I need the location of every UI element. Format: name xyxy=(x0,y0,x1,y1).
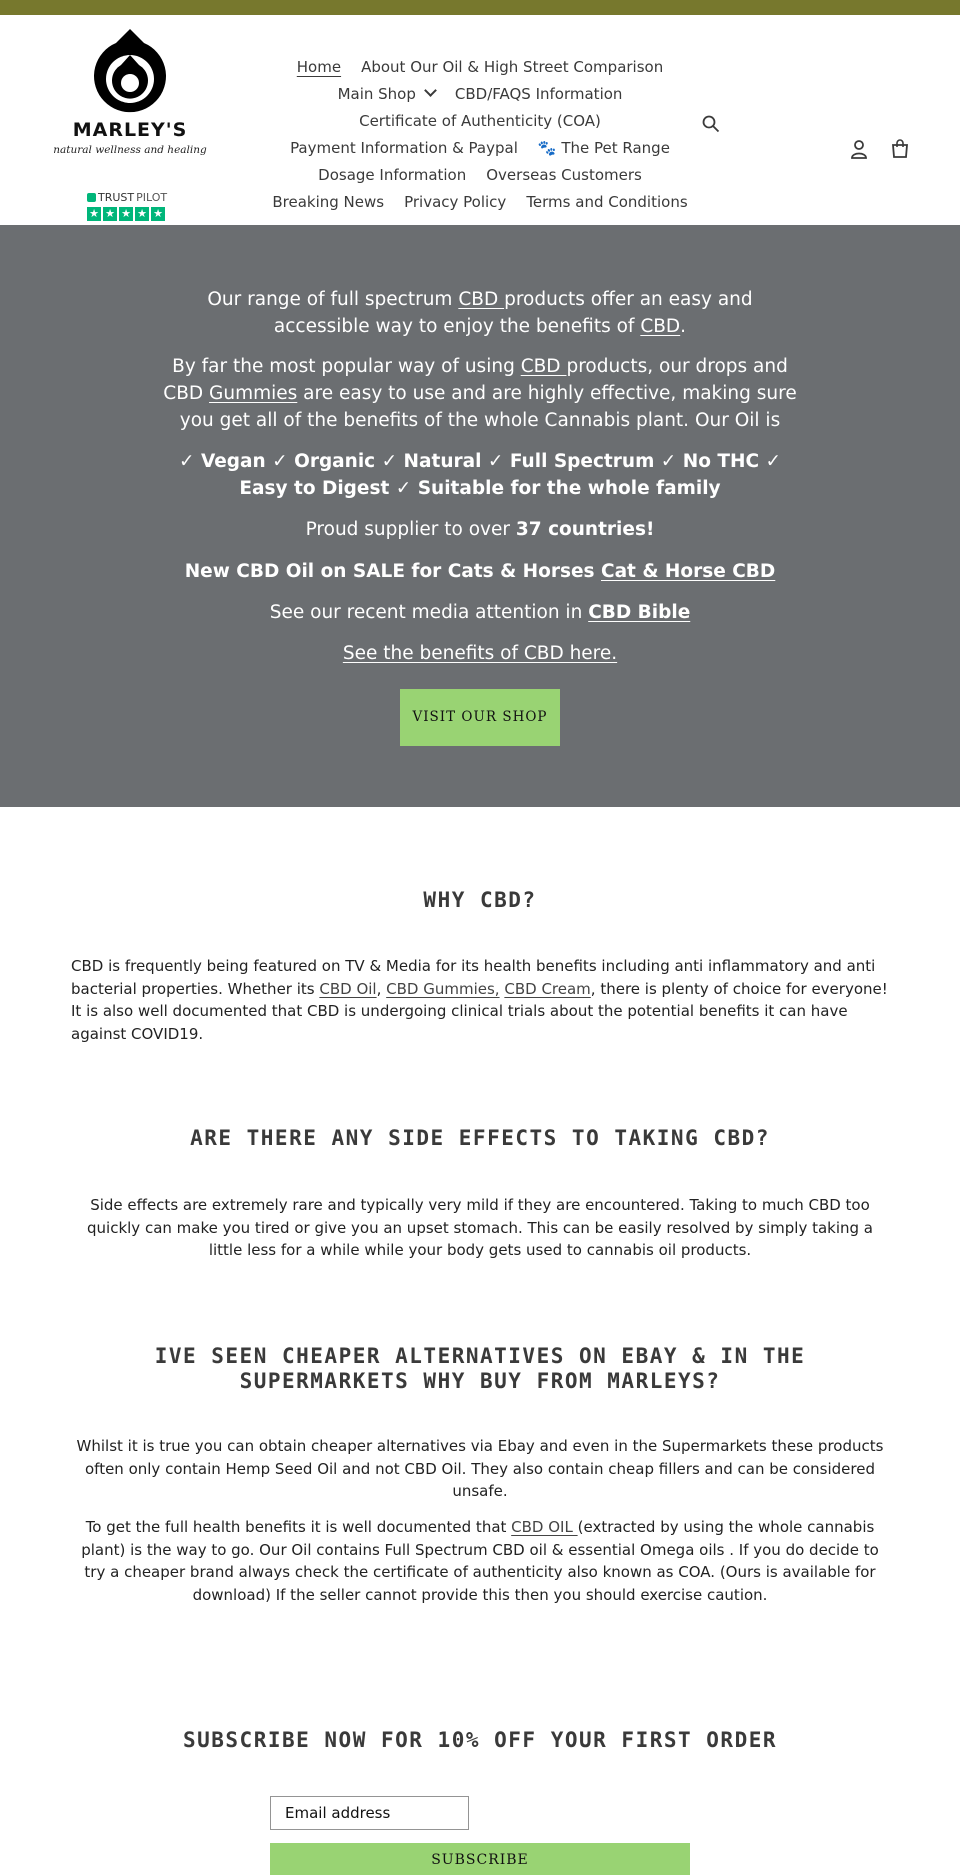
cbd-oil-link[interactable]: CBD OIL xyxy=(511,1518,578,1536)
logo-tagline: natural wellness and healing xyxy=(53,144,207,156)
subscribe-button[interactable]: SUBSCRIBE xyxy=(270,1843,690,1875)
site-header xyxy=(0,15,960,225)
hero-banner xyxy=(0,225,960,807)
benefits-link[interactable]: See the benefits of CBD here. xyxy=(342,643,618,664)
why-cbd-title: WHY CBD? xyxy=(423,888,537,912)
nav-pet-range[interactable]: 🐾 The Pet Range xyxy=(537,138,670,157)
cheaper-alternatives-text: Whilst it is true you can obtain cheaper alternatives via Ebay and even in the Supermarkets these products often only contain Hemp Seed Oil and not CBD Oil. They also contain cheap fillers and can be considered unsafe. xyxy=(76,1437,884,1500)
chevron-down-icon xyxy=(424,84,437,97)
nav-privacy[interactable]: Privacy Policy xyxy=(404,192,507,211)
logo[interactable] xyxy=(52,27,208,156)
main-navigation xyxy=(262,53,698,215)
nav-main-shop-label: Main Shop xyxy=(337,84,416,103)
hero-supplier: Proud supplier to over 37 countries! xyxy=(305,519,655,540)
logo-name: MARLEY'S xyxy=(72,119,188,141)
trustpilot-icon xyxy=(87,193,96,202)
trustpilot-label-pilot: PILOT xyxy=(136,191,168,204)
trustpilot-label-trust: TRUST xyxy=(98,191,135,204)
nav-news[interactable]: Breaking News xyxy=(272,192,385,211)
cat-horse-cbd-link[interactable]: Cat & Horse CBD xyxy=(601,561,776,582)
hero-features: ✓ Vegan ✓ Organic ✓ Natural ✓ Full Spectrum ✓ No THC ✓ Easy to Digest ✓ Suitable for the whole family xyxy=(179,451,781,499)
nav-payment[interactable]: Payment Information & Paypal xyxy=(290,138,518,157)
subscribe-title: SUBSCRIBE NOW FOR 10% OFF YOUR FIRST ORDER xyxy=(182,1728,777,1752)
star-icon: ★ xyxy=(87,207,101,221)
nav-dosage[interactable]: Dosage Information xyxy=(318,165,467,184)
cart-icon[interactable] xyxy=(891,139,909,158)
nav-coa[interactable]: Certificate of Authenticity (COA) xyxy=(359,111,601,130)
star-icon: ★ xyxy=(103,207,117,221)
search-icon[interactable] xyxy=(702,115,720,133)
hero-description: By far the most popular way of using CBD products, our drops and CBD Gummies are easy to use and are highly effective, making sure you get all of the benefits of the whole Cannabis plant. Our Oil is xyxy=(163,356,797,431)
cbd-link[interactable]: CBD xyxy=(520,356,567,377)
nav-terms[interactable]: Terms and Conditions xyxy=(526,192,688,211)
nav-home[interactable]: Home xyxy=(296,57,342,76)
nav-main-shop[interactable] xyxy=(338,85,435,103)
cheaper-alternatives-title: IVE SEEN CHEAPER ALTERNATIVES ON EBAY & IN THE SUPERMARKETS WHY BUY FROM MARLEYS? xyxy=(154,1344,806,1393)
trustpilot-widget[interactable] xyxy=(87,191,171,221)
nav-overseas[interactable]: Overseas Customers xyxy=(486,165,642,184)
nav-faqs[interactable]: CBD/FAQS Information xyxy=(454,84,623,103)
drop-logo-icon xyxy=(88,27,172,117)
gummies-link[interactable]: Gummies xyxy=(209,383,298,404)
cbd-link[interactable]: CBD xyxy=(458,289,505,310)
visit-shop-button[interactable]: VISIT OUR SHOP xyxy=(400,689,560,746)
email-input[interactable]: Email address xyxy=(270,1796,469,1830)
cbd-gummies-link[interactable]: CBD Gummies, xyxy=(386,979,500,998)
side-effects-text: Side effects are extremely rare and typically very mild if they are encountered. Taking to much CBD too quickly can make you tired or give you an upset stomach. This can be easily resolved by simply taking a little less for a while while your body gets used to cannabis oil products. xyxy=(87,1196,873,1259)
star-icon: ★ xyxy=(151,207,165,221)
announcement-bar xyxy=(0,0,960,15)
hero-media: See our recent media attention in CBD Bible xyxy=(269,602,691,623)
star-icon: ★ xyxy=(135,207,149,221)
hero-benefits xyxy=(160,640,800,667)
cbd-bible-link[interactable]: CBD Bible xyxy=(588,602,691,623)
nav-about[interactable]: About Our Oil & High Street Comparison xyxy=(361,57,664,76)
full-health-text: To get the full health benefits it is well documented that CBD OIL (extracted by using the whole cannabis plant) is the way to go. Our Oil contains Full Spectrum CBD oil & essential Omega oils . If you do decide to try a cheaper brand always check the certificate of authenticity also known as COA. (Ours is available for download) If the seller cannot provide this then you should exercise caution. xyxy=(81,1518,879,1604)
hero-intro: Our range of full spectrum CBD products offer an easy and accessible way to enjoy the benefits of CBD. xyxy=(207,289,753,337)
account-icon[interactable] xyxy=(850,139,868,159)
trustpilot-stars xyxy=(87,207,171,221)
cbd-link[interactable]: CBD xyxy=(640,316,681,337)
hero-sale: New CBD Oil on SALE for Cats & Horses Cat & Horse CBD xyxy=(184,561,776,582)
star-icon: ★ xyxy=(119,207,133,221)
why-cbd-text: CBD is frequently being featured on TV & Media for its health benefits including anti inflammatory and anti bacterial properties. Whether its CBD Oil, CBD Gummies, CBD Cream, there is plenty of choice for everyone! It is also well documented that CBD is undergoing clinical trials about the potential benefits it can have against COVID19. xyxy=(71,957,888,1043)
cbd-cream-link[interactable]: CBD Cream xyxy=(504,979,591,998)
side-effects-title: ARE THERE ANY SIDE EFFECTS TO TAKING CBD? xyxy=(190,1126,770,1150)
cbd-oil-link[interactable]: CBD Oil xyxy=(319,979,377,998)
